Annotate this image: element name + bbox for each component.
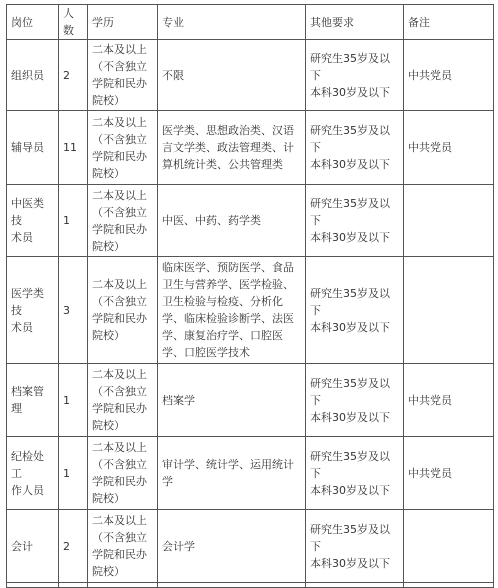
table-row — [7, 111, 494, 185]
post-cell — [7, 111, 59, 185]
count-cell: 2 — [59, 510, 88, 583]
education-cell-line: 二本及以上 — [92, 368, 147, 381]
other-requirements-cell-line: 本科30岁及以下 — [310, 483, 390, 497]
major-cell-line: 中医、中药、药学类 — [162, 214, 261, 227]
education-cell-line: 二本及以上 — [92, 441, 147, 454]
education-cell-line: 学院和民办 — [92, 475, 147, 488]
education-cell-line: 学院和民办 — [92, 77, 147, 90]
education-cell-line: 院校） — [92, 94, 125, 107]
header-row — [7, 5, 494, 40]
major-cell — [158, 437, 306, 510]
education-cell-line: 学院和民办 — [92, 149, 147, 163]
other-requirements-cell — [306, 257, 404, 364]
count-cell: 1 — [59, 185, 88, 257]
major-cell — [158, 185, 306, 257]
header-post: 岗位 — [7, 5, 59, 40]
major-cell-line: 言文学类、政法管理类、计 — [162, 141, 294, 154]
major-cell-line: 算机统计类、公共管理类 — [162, 158, 283, 171]
table-row — [7, 437, 494, 510]
notes-cell — [404, 510, 494, 583]
table-row — [7, 257, 494, 364]
education-cell-line: （不含独立 — [92, 205, 147, 219]
education-cell-line: （不含独立 — [92, 458, 147, 471]
post-cell-line: 档案管理 — [11, 385, 44, 415]
education-cell-line: 二本及以上 — [92, 278, 147, 291]
education-cell — [88, 111, 158, 185]
count-cell: 11 — [59, 111, 88, 185]
education-cell-line: 学院和民办 — [92, 222, 147, 236]
education-cell-line: 二本及以上 — [92, 514, 147, 527]
education-cell — [88, 40, 158, 111]
education-cell — [88, 185, 158, 257]
header-count: 人数 — [59, 5, 88, 40]
table-row-partial — [7, 583, 494, 588]
count-cell: 2 — [59, 40, 88, 111]
education-cell-line: 学院和民办 — [92, 402, 147, 415]
major-cell-line: 学、口腔医学技术 — [162, 346, 250, 359]
table-header — [7, 5, 494, 40]
notes-cell — [404, 257, 494, 364]
empty-cell — [404, 583, 494, 588]
other-requirements-cell-line: 研究生35岁及以下 — [310, 376, 390, 407]
post-cell — [7, 510, 59, 583]
education-cell-line: 院校） — [92, 166, 125, 180]
other-requirements-cell-line: 研究生35岁及以下 — [310, 197, 390, 227]
education-cell-line: （不含独立 — [92, 385, 147, 398]
table-body — [7, 40, 494, 588]
other-requirements-cell — [306, 364, 404, 437]
post-cell-line: 作人员 — [11, 483, 44, 497]
table-row — [7, 364, 494, 437]
major-cell-line: 学、临床检验诊断学、法医 — [162, 312, 294, 325]
count-cell: 3 — [59, 257, 88, 364]
other-requirements-cell — [306, 40, 404, 111]
table-row — [7, 185, 494, 257]
post-cell — [7, 257, 59, 364]
post-cell-line: 医学类技 — [11, 286, 44, 317]
other-requirements-cell-line: 本科30岁及以下 — [310, 158, 390, 171]
empty-cell — [306, 583, 404, 588]
recruitment-table — [6, 4, 494, 588]
major-cell — [158, 111, 306, 185]
education-cell-line: 学院和民办 — [92, 548, 147, 561]
major-cell-line: 医学类、思想政治类、汉语 — [162, 124, 294, 137]
education-cell-line: （不含独立 — [92, 60, 147, 73]
empty-cell — [88, 583, 158, 588]
count-cell: 1 — [59, 437, 88, 510]
education-cell — [88, 364, 158, 437]
table-row — [7, 40, 494, 111]
major-cell-line: 档案学 — [162, 393, 195, 407]
major-cell-line: 临床医学、预防医学、食品 — [162, 261, 294, 274]
major-cell — [158, 364, 306, 437]
post-cell — [7, 185, 59, 257]
other-requirements-cell-line: 研究生35岁及以下 — [310, 522, 390, 553]
major-cell-line: 卫生与营养学、医学检验、 — [162, 278, 294, 291]
other-requirements-cell-line: 研究生35岁及以下 — [310, 124, 390, 154]
education-cell-line: 学院和民办 — [92, 312, 147, 325]
other-requirements-cell — [306, 185, 404, 257]
post-cell — [7, 364, 59, 437]
other-requirements-cell-line: 研究生35岁及以下 — [310, 286, 390, 317]
education-cell-line: （不含独立 — [92, 295, 147, 308]
education-cell — [88, 437, 158, 510]
notes-cell — [404, 185, 494, 257]
other-requirements-cell-line: 本科30岁及以下 — [310, 85, 390, 99]
post-cell-line: 会计 — [11, 539, 33, 553]
other-requirements-cell — [306, 510, 404, 583]
header-education: 学历 — [88, 5, 158, 40]
notes-cell: 中共党员 — [404, 364, 494, 437]
post-cell-line: 纪检处工 — [11, 449, 44, 480]
education-cell-line: 二本及以上 — [92, 43, 147, 56]
education-cell-line: 院校） — [92, 329, 125, 342]
education-cell-line: 院校） — [92, 565, 125, 578]
education-cell-line: 二本及以上 — [92, 188, 147, 202]
post-cell — [7, 437, 59, 510]
major-cell-line: 审计学、统计学、运用统计 — [162, 458, 294, 471]
other-requirements-cell-line: 本科30岁及以下 — [310, 556, 390, 570]
notes-cell: 中共党员 — [404, 437, 494, 510]
other-requirements-cell-line: 本科30岁及以下 — [310, 320, 390, 334]
education-cell-line: （不含独立 — [92, 132, 147, 146]
other-requirements-cell — [306, 111, 404, 185]
empty-cell — [158, 583, 306, 588]
education-cell-line: 院校） — [92, 419, 125, 432]
education-cell — [88, 510, 158, 583]
other-requirements-cell — [306, 437, 404, 510]
major-cell — [158, 40, 306, 111]
header-notes: 备注 — [404, 5, 494, 40]
other-requirements-cell-line: 研究生35岁及以下 — [310, 51, 390, 82]
post-cell-line: 术员 — [11, 320, 33, 334]
education-cell-line: 院校） — [92, 239, 125, 253]
major-cell — [158, 257, 306, 364]
header-other-requirements: 其他要求 — [306, 5, 404, 40]
empty-cell — [7, 583, 59, 588]
education-cell — [88, 257, 158, 364]
major-cell-line: 会计学 — [162, 539, 195, 553]
post-cell-line: 术员 — [11, 231, 33, 244]
major-cell-line: 学、康复治疗学、口腔医 — [162, 329, 283, 342]
other-requirements-cell-line: 本科30岁及以下 — [310, 231, 390, 244]
major-cell-line: 卫生检验与检疫、分析化 — [162, 295, 283, 308]
post-cell — [7, 40, 59, 111]
education-cell-line: 二本及以上 — [92, 115, 147, 129]
table-row — [7, 510, 494, 583]
header-major: 专业 — [158, 5, 306, 40]
major-cell-line: 不限 — [162, 68, 184, 82]
notes-cell: 中共党员 — [404, 111, 494, 185]
other-requirements-cell-line: 本科30岁及以下 — [310, 410, 390, 424]
education-cell-line: （不含独立 — [92, 531, 147, 544]
major-cell — [158, 510, 306, 583]
notes-cell: 中共党员 — [404, 40, 494, 111]
other-requirements-cell-line: 研究生35岁及以下 — [310, 449, 390, 480]
post-cell-line: 组织员 — [11, 68, 44, 82]
count-cell: 1 — [59, 364, 88, 437]
major-cell-line: 学 — [162, 475, 173, 488]
post-cell-line: 辅导员 — [11, 141, 44, 154]
empty-cell — [59, 583, 88, 588]
post-cell-line: 中医类技 — [11, 197, 44, 227]
education-cell-line: 院校） — [92, 492, 125, 505]
